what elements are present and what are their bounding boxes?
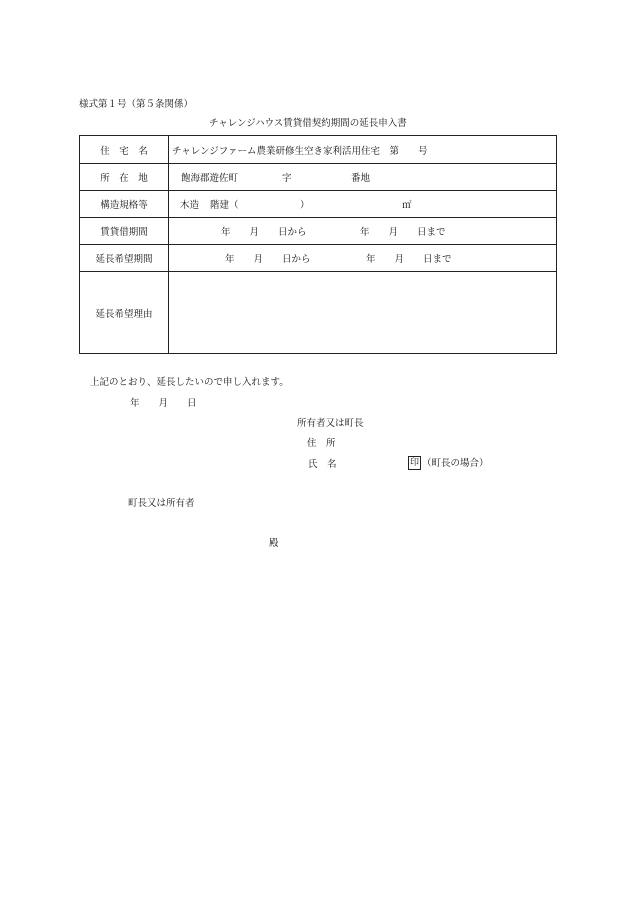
label-location: 所 在 地 [80, 164, 169, 191]
value-reason [169, 272, 557, 354]
application-table [79, 135, 557, 354]
extension-start: 年 月 日から [225, 254, 311, 265]
structure-material: 木造 [180, 200, 200, 211]
structure-area-unit: ㎡ [402, 200, 412, 211]
statement-text: 上記のとおり、延長したいので申し入れます。 [90, 377, 289, 388]
label-extension-period: 延長希望期間 [80, 245, 169, 272]
recipient-honorific: 殿 [269, 538, 279, 549]
extension-end: 年 月 日まで [366, 254, 452, 265]
seal-box: 印 [409, 458, 419, 468]
row-location [80, 164, 557, 191]
value-extension-period [169, 245, 557, 272]
form-number: 様式第１号（第５条関係） [79, 99, 194, 110]
date-line: 年 月 日 [130, 398, 197, 409]
location-banchi: 番地 [351, 173, 371, 184]
location-aza: 字 [282, 173, 292, 184]
lease-end: 年 月 日まで [360, 227, 446, 238]
lease-start: 年 月 日から [221, 227, 307, 238]
label-house-name: 住 宅 名 [80, 136, 169, 164]
recipient-heading: 町長又は所有者 [128, 498, 195, 509]
value-house-name [169, 136, 557, 164]
structure-close-paren: ） [300, 200, 310, 211]
document-title: チャレンジハウス賃貸借契約期間の延長申入書 [209, 118, 407, 129]
row-reason [80, 272, 557, 354]
house-name-text: チャレンジファーム農業研修生空き家利活用住宅 第 号 [172, 145, 428, 157]
structure-floors: 階建（ [210, 200, 239, 211]
row-house-name [80, 136, 557, 164]
row-structure [80, 191, 557, 218]
applicant-name-label: 氏 名 [308, 459, 337, 470]
value-location [169, 164, 557, 191]
label-structure: 構造規格等 [80, 191, 169, 218]
applicant-heading: 所有者又は町長 [297, 418, 364, 429]
location-town: 飽海郡遊佐町 [181, 173, 239, 184]
seal-note: （町長の場合） [422, 458, 489, 469]
label-reason: 延長希望理由 [80, 272, 169, 354]
applicant-address-label: 住 所 [307, 438, 336, 449]
label-lease-period: 賃貸借期間 [80, 218, 169, 245]
row-extension-period [80, 245, 557, 272]
row-lease-period [80, 218, 557, 245]
value-structure [169, 191, 557, 218]
value-lease-period [169, 218, 557, 245]
